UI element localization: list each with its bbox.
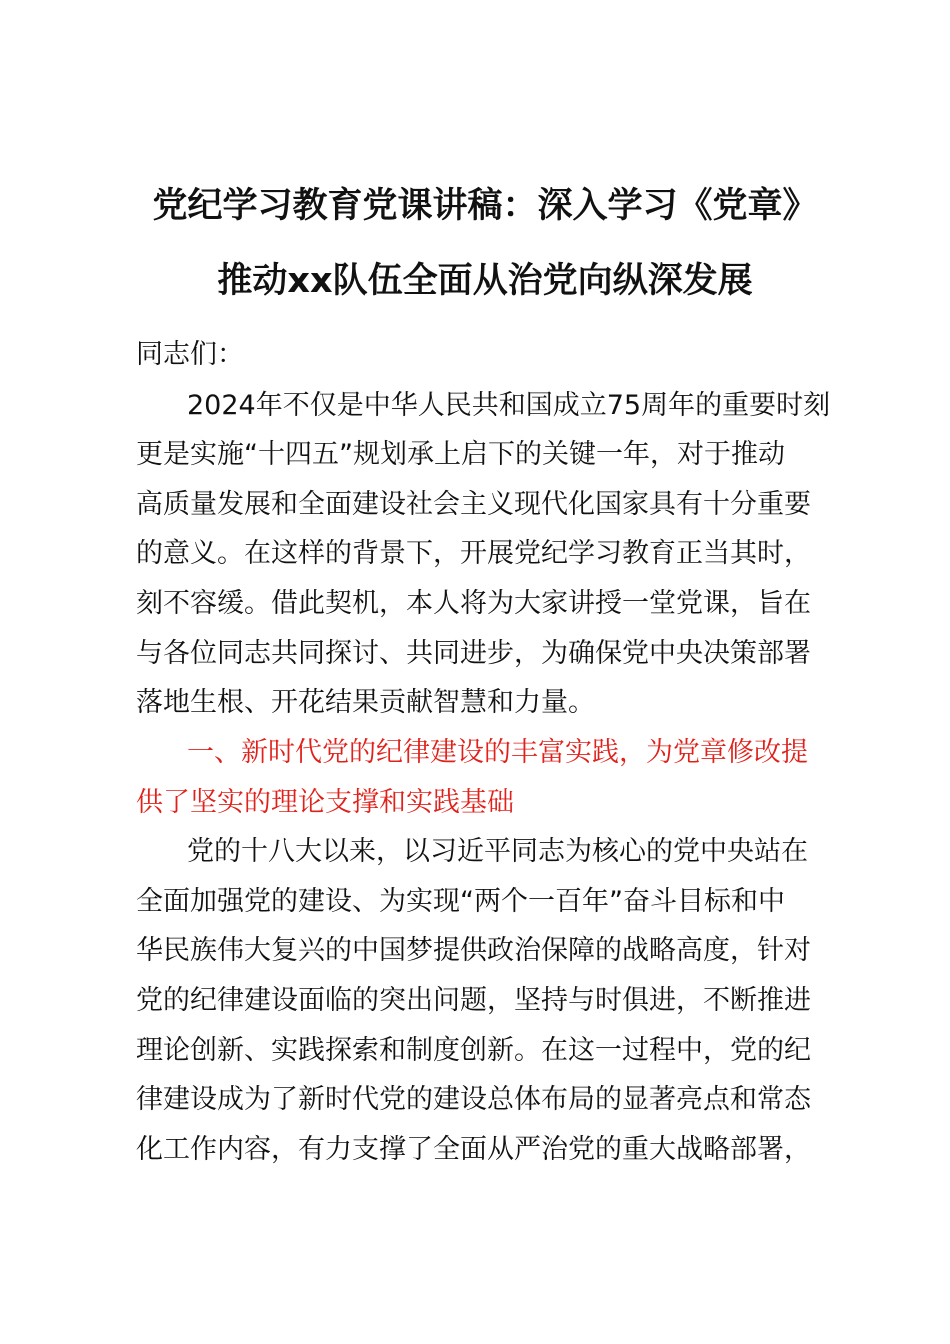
intro-line: 2024年不仅是中华人民共和国成立75周年的重要时刻 xyxy=(187,390,831,421)
body-line: 党的纪律建设面临的突出问题，坚持与时俱进，不断推进 xyxy=(136,985,811,1016)
document-title-line-2: 推动xx队伍全面从治党向纵深发展 xyxy=(217,261,753,301)
intro-line: 与各位同志共同探讨、共同进步，为确保党中央决策部署 xyxy=(136,638,811,669)
intro-line: 刻不容缓。借此契机，本人将为大家讲授一堂党课，旨在 xyxy=(136,588,811,619)
body-line: 律建设成为了新时代党的建设总体布局的显著亮点和常态 xyxy=(136,1084,811,1115)
intro-line: 更是实施“十四五”规划承上启下的关键一年，对于推动 xyxy=(136,439,785,470)
body-line: 理论创新、实践探索和制度创新。在这一过程中，党的纪 xyxy=(136,1035,811,1066)
document-title-line-1: 党纪学习教育党课讲稿：深入学习《党章》 xyxy=(152,186,818,226)
body-line: 全面加强党的建设、为实现“两个一百年”奋斗目标和中 xyxy=(136,886,785,917)
body-line: 华民族伟大复兴的中国梦提供政治保障的战略高度，针对 xyxy=(136,935,811,966)
intro-line: 高质量发展和全面建设社会主义现代化国家具有十分重要 xyxy=(136,489,811,520)
salutation: 同志们： xyxy=(136,339,244,370)
intro-line: 落地生根、开花结果贡献智慧和力量。 xyxy=(136,687,595,718)
body-line: 化工作内容，有力支撑了全面从严治党的重大战略部署， xyxy=(136,1134,811,1165)
body-line: 党的十八大以来，以习近平同志为核心的党中央站在 xyxy=(187,836,808,867)
section-heading-line-2: 供了坚实的理论支撑和实践基础 xyxy=(136,787,514,818)
intro-line: 的意义。在这样的背景下，开展党纪学习教育正当其时， xyxy=(136,538,811,569)
section-heading-line-1: 一、新时代党的纪律建设的丰富实践，为党章修改提 xyxy=(187,737,808,768)
